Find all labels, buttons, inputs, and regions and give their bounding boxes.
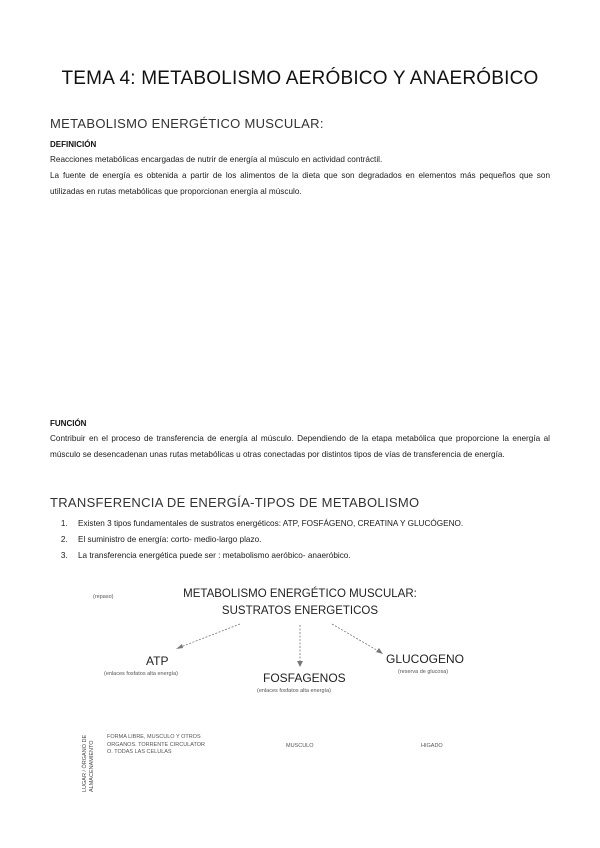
diagram-note: (repaso) <box>93 594 114 600</box>
diagram-glucogeno-label: GLUCOGENO <box>386 652 465 666</box>
section-heading-metabolismo: METABOLISMO ENERGÉTICO MUSCULAR: <box>50 116 324 131</box>
diagram-atp-label: ATP <box>146 654 169 668</box>
diagram-fosfagenos-sub: (enlaces fosfatos alta energía) <box>257 688 331 694</box>
arrow-to-atp <box>178 624 240 648</box>
diagram-title-line-2: SUSTRATOS ENERGETICOS <box>221 605 379 617</box>
arrowhead-fosfagenos <box>297 661 303 667</box>
diagram-glucogeno-sub: (reserva de glucosa) <box>398 669 449 675</box>
arrow-to-glucogeno <box>332 624 380 652</box>
glucogeno-storage-text: HIGADO <box>421 743 443 749</box>
fosfagenos-storage-text: MUSCULO <box>286 743 314 749</box>
funcion-paragraph: Contribuir en el proceso de transferencia de energía al músculo. Dependiendo de la etapa metabólica que proporcione la energía al músculo se desencadenan unas rutas metabólicas u otras conectadas por distintos tipos de vías de transferencia de energía. <box>50 434 550 459</box>
list-item: 1. Existen 3 tipos fundamentales de sustratos energéticos: ATP, FOSFÁGENO, CREATINA Y GLUCÓGENO. <box>70 516 590 532</box>
page-title: TEMA 4: METABOLISMO AERÓBICO Y ANAERÓBICO <box>61 68 539 89</box>
storage-row-label: LUGAR / ÓRGANO DE ALMACENAMIENTO <box>82 734 95 792</box>
diagram-atp-sub: (enlaces fosfatos alta energía) <box>104 671 178 677</box>
list-item: 2. El suministro de energía: corto- medio-largo plazo. <box>70 532 590 548</box>
arrowhead-glucogeno <box>376 648 383 654</box>
definicion-line-2: La fuente de energía es obtenida a partir de los alimentos de la dieta que son degradados en elementos más pequeños que son utilizadas en rutas metabólicas que proporcionan energía al músculo. <box>50 171 550 196</box>
label-definicion: DEFINICIÓN <box>50 140 97 149</box>
atp-storage-text: FORMA LIBRE, MUSCULO Y OTROS ORGANOS. TORRENTE CIRCULATOR O. TODAS LAS CELULAS <box>107 734 205 755</box>
list-item: 3. La transferencia energética puede ser : metabolismo aeróbico- anaeróbico. <box>70 548 590 564</box>
diagram-fosfagenos-label: FOSFAGENOS <box>263 671 346 685</box>
arrowhead-atp <box>176 644 183 649</box>
diagram-title-line-1: METABOLISMO ENERGÉTICO MUSCULAR: <box>183 588 417 600</box>
label-funcion: FUNCIÓN <box>50 419 87 428</box>
definicion-line-1: Reacciones metabólicas encargadas de nutrir de energía al músculo en actividad contráctil. <box>50 155 383 164</box>
section-heading-transferencia: TRANSFERENCIA DE ENERGÍA-TIPOS DE METABOLISMO <box>50 495 420 510</box>
